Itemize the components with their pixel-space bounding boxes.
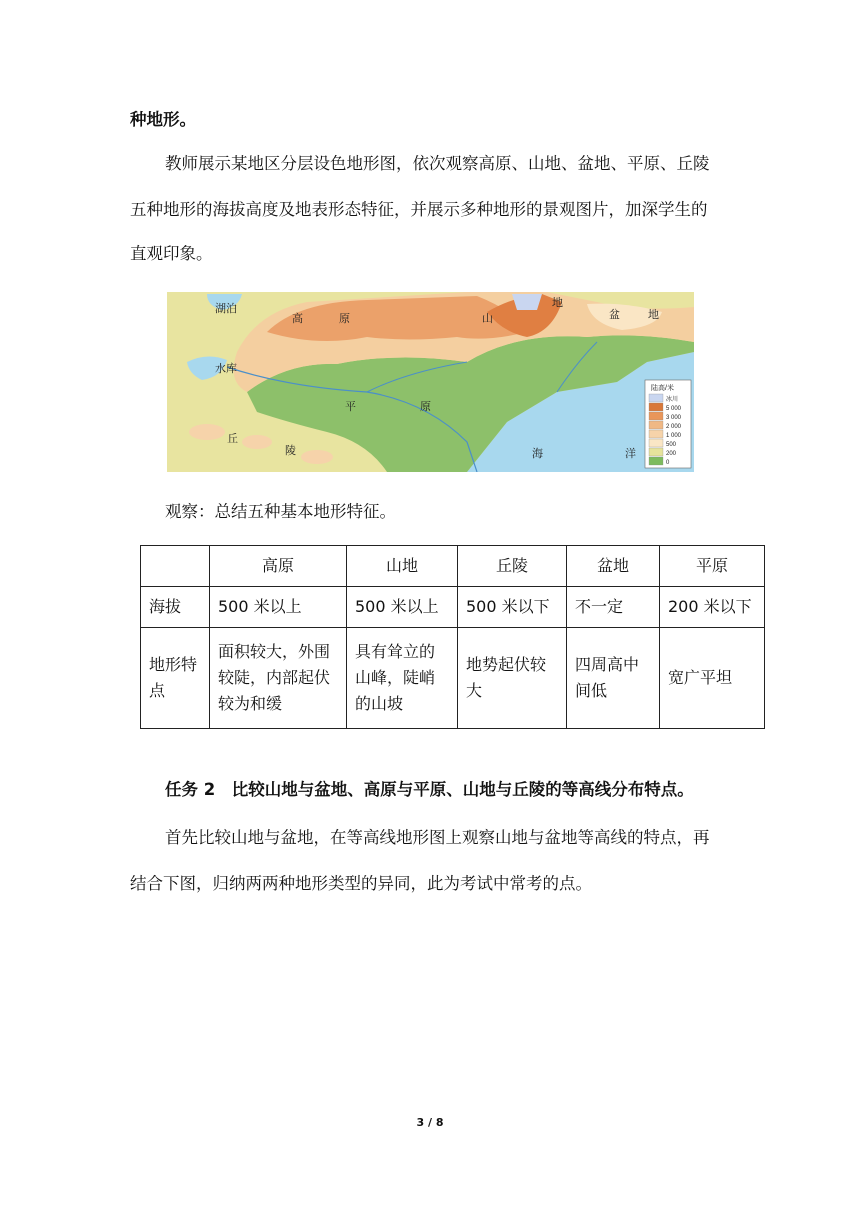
label-lake: 湖泊 [215,303,237,315]
legend-title: 陆高/米 [651,385,674,392]
label-mountain-1: 山 [482,313,493,325]
table-cell: 宽广平坦 [660,628,765,729]
legend-swatch [649,439,663,447]
table-cell: 海拔 [141,587,210,628]
legend-label: 2 000 [666,424,682,430]
legend-swatch [649,421,663,429]
table-cell: 不一定 [567,587,660,628]
label-ocean-1: 海 [532,448,543,460]
label-plain-2: 原 [420,401,431,413]
table-header-row [141,546,765,587]
label-reservoir: 水库 [215,363,237,375]
legend-swatch [649,394,663,402]
table-cell: 地形特点 [141,628,210,729]
legend-label: 冰川 [666,397,679,403]
label-plateau-2: 原 [339,313,350,325]
legend-swatch [649,403,663,411]
table-row-altitude [141,587,765,628]
legend-swatch [649,412,663,420]
legend-label: 0 [666,460,670,466]
table-cell: 500 米以上 [347,587,458,628]
paragraph-line-1: 教师展示某地区分层设色地形图，依次观察高原、山地、盆地、平原、丘陵 [165,154,710,173]
hill-mark-3 [301,450,333,464]
label-plain-1: 平 [345,401,356,413]
table-cell: 平原 [660,546,765,587]
legend-label: 5 000 [666,406,682,412]
hill-mark-1 [189,424,225,440]
label-ocean-2: 洋 [625,448,636,460]
table-cell: 500 米以下 [458,587,567,628]
paragraph-line-5: 结合下图，归纳两两种地形类型的异同，此为考试中常考的点。 [130,874,592,893]
label-hill-1: 丘 [227,433,238,445]
table-cell: 盆地 [567,546,660,587]
legend-swatch [649,457,663,465]
legend-label: 3 000 [666,415,682,421]
label-mountain-2: 地 [552,297,563,309]
label-basin-1: 盆 [609,309,620,321]
legend-swatch [649,448,663,456]
table-cell: 四周高中间低 [567,628,660,729]
legend-label: 500 [666,442,677,448]
heading-tail: 种地形。 [130,110,196,129]
table-cell: 地势起伏较大 [458,628,567,729]
label-hill-2: 陵 [285,445,296,457]
paragraph-line-4: 首先比较山地与盆地，在等高线地形图上观察山地与盆地等高线的特点，再 [165,828,710,847]
table-cell: 丘陵 [458,546,567,587]
table-cell: 具有耸立的山峰，陡峭的山坡 [347,628,458,729]
legend-swatch [649,430,663,438]
table-cell: 200 米以下 [660,587,765,628]
legend-label: 1 000 [666,433,682,439]
table-row-features [141,628,765,729]
map-legend [645,380,691,468]
observe-prompt: 观察：总结五种基本地形特征。 [165,502,396,521]
table-cell [141,546,210,587]
label-plateau-1: 高 [292,313,303,325]
task-heading: 任务 2 比较山地与盆地、高原与平原、山地与丘陵的等高线分布特点。 [165,780,694,799]
table-cell: 面积较大，外围较陡，内部起伏较为和缓 [210,628,347,729]
label-basin-2: 地 [648,309,659,321]
paragraph-line-2: 五种地形的海拔高度及地表形态特征，并展示多种地形的景观图片，加深学生的 [130,200,708,219]
landform-feature-table [140,545,765,729]
paragraph-line-3: 直观印象。 [130,244,213,263]
layered-terrain-map [167,292,694,472]
table-cell: 高原 [210,546,347,587]
legend-label: 200 [666,451,677,457]
table-cell: 500 米以上 [210,587,347,628]
table-cell: 山地 [347,546,458,587]
glacier-area [512,294,542,310]
page-number: 3 / 8 [416,1116,444,1129]
hill-mark-2 [242,435,272,449]
